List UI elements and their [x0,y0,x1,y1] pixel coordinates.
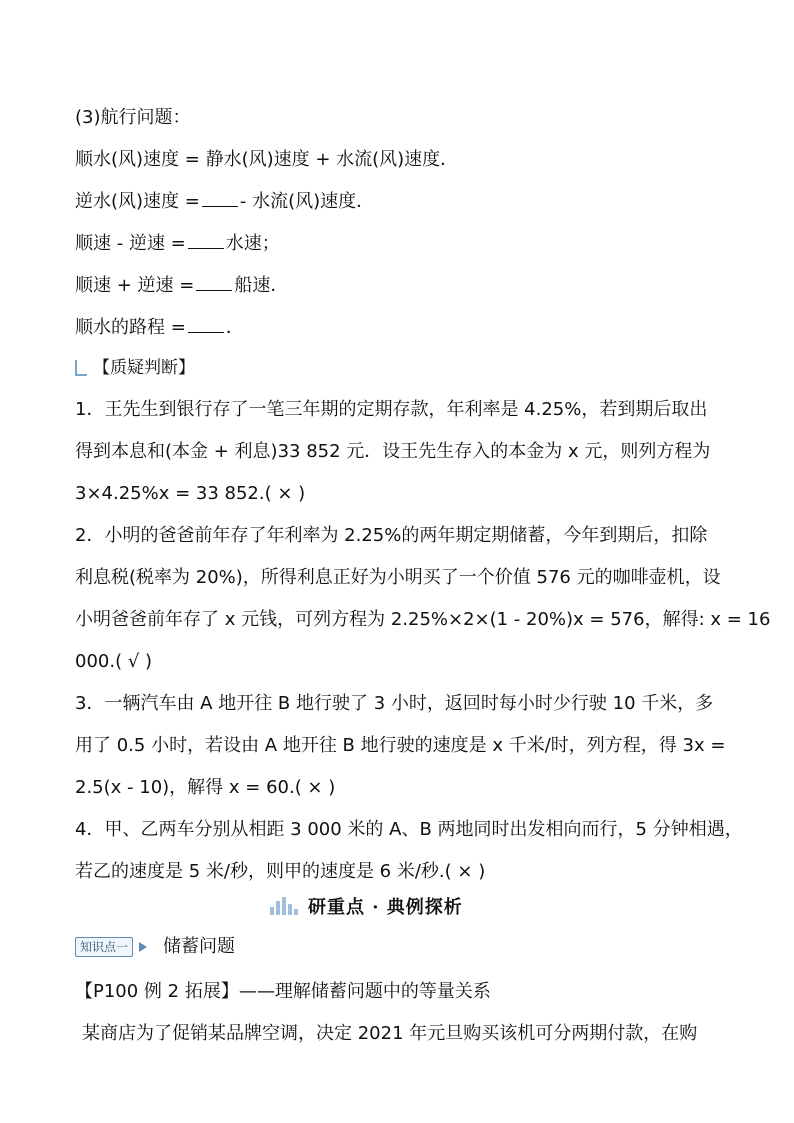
fill-blank[interactable] [188,316,224,333]
q3-line-1: 3．一辆汽车由 A 地开往 B 地行驶了 3 小时，返回时每小时少行驶 10 千米，多 [75,693,714,714]
nav-line-4-b: 船速． [234,275,289,296]
q3-line-3: 2.5(x ‐ 10)，解得 x = 60.( × ) [75,777,336,798]
nav-line-5-b: ． [225,317,244,338]
q2-line-4: 000.( √ ) [75,651,153,672]
nav-line-4 [75,274,288,298]
fill-blank[interactable] [202,190,238,207]
q1-line-3: 3×4.25%x = 33 852.( × ) [75,483,306,504]
judge-heading [75,356,195,380]
section-banner [270,890,530,922]
nav-line-4-a: 顺速 + 逆速 = [75,275,195,296]
nav-line-3 [75,232,280,256]
nav-line-5 [75,316,244,340]
knowledge-point-title: 储蓄问题 [163,936,236,957]
bookmark-icon [75,360,87,376]
arrow-right-icon [139,942,147,952]
section-banner-text: 研重点 · 典例探析 [308,897,463,918]
q2-line-3: 小明爸爸前年存了 x 元钱，可列方程为 2.25%×2×(1 ‐ 20%)x = 576，解得: x = 16 [75,609,771,630]
nav-line-2 [75,190,374,214]
q1-line-1: 1．王先生到银行存了一笔三年期的定期存款，年利率是 4.25%，若到期后取出 [75,399,708,420]
nav-line-2-b: ‐ 水流(风)速度． [239,191,375,212]
q3-line-2: 用了 0.5 小时，若设由 A 地开往 B 地行驶的速度是 x 千米/时，列方程，得 3x = [75,735,726,756]
nav-line-5-a: 顺水的路程 = [75,317,186,338]
example-subhead: 【P100 例 2 拓展】——理解储蓄问题中的等量关系 [75,981,491,1002]
bars-icon [270,897,298,915]
knowledge-point-tag [75,935,235,959]
nav-line-2-a: 逆水(风)速度 = [75,191,200,212]
nav-line-3-b: 水速； [225,233,280,254]
q2-line-1: 2．小明的爸爸前年存了年利率为 2.25%的两年期定期储蓄，今年到期后，扣除 [75,525,708,546]
q1-line-2: 得到本息和(本金 + 利息)33 852 元．设王先生存入的本金为 x 元，则列方程为 [75,441,711,462]
q4-line-2: 若乙的速度是 5 米/秒，则甲的速度是 6 米/秒.( × ) [75,861,486,882]
fill-blank[interactable] [188,232,224,249]
q4-line-1: 4．甲、乙两车分别从相距 3 000 米的 A、B 两地同时出发相向而行，5 分钟相遇， [75,819,743,840]
nav-title: (3)航行问题： [75,107,191,128]
knowledge-point-label: 知识点一 [75,937,133,957]
example-body: 某商店为了促销某品牌空调，决定 2021 年元旦购买该机可分两期付款，在购 [82,1023,698,1044]
q2-line-2: 利息税(税率为 20%)，所得利息正好为小明买了一个价值 576 元的咖啡壶机，设 [75,567,721,588]
nav-line-3-a: 顺速 ‐ 逆速 = [75,233,186,254]
nav-line-1: 顺水(风)速度 = 静水(风)速度 + 水流(风)速度． [75,149,459,170]
judge-heading-text: 【质疑判断】 [93,358,195,378]
fill-blank[interactable] [196,274,232,291]
